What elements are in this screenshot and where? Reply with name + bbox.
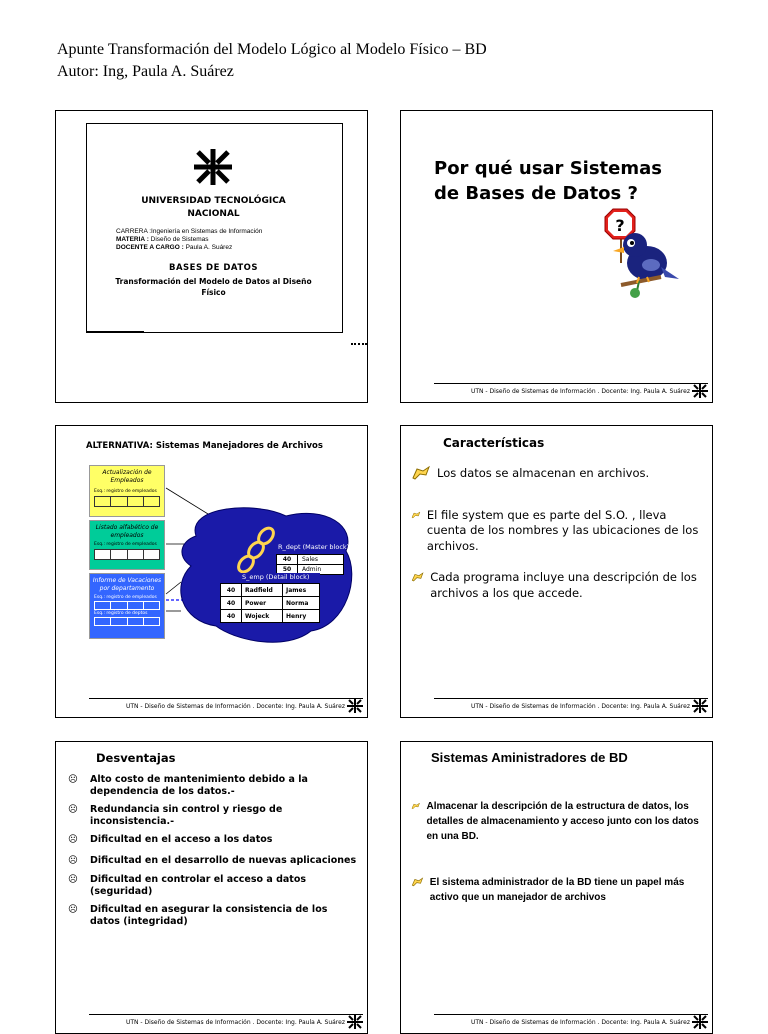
box-sub: Esq.: registro de empleados (94, 542, 157, 547)
bullet-list (411, 466, 709, 601)
table-cell: 50 (277, 565, 298, 575)
slide-6 (400, 741, 713, 1034)
table-cell: Sales (298, 555, 344, 565)
list-item (411, 508, 709, 555)
list-item (68, 855, 358, 867)
subtitle-line-1: Transformación del Modelo de Datos al Diseño (115, 277, 312, 286)
utn-logo-icon (192, 147, 234, 187)
table-cell: Norma (283, 597, 320, 610)
materia-label: MATERIA : (116, 236, 149, 243)
bullet-text: Dificultad en asegurar la consistencia de los datos (integridad) (90, 904, 328, 927)
bullet-text: Almacenar la descripción de la estructura de datos, los detalles de almacenamiento y acceso junto con los datos en una BD. (426, 801, 699, 842)
university-line-1: UNIVERSIDAD TECNOLÓGICA (141, 196, 286, 206)
list-item (411, 799, 707, 844)
list-item (411, 466, 709, 482)
slide-2 (400, 110, 713, 403)
table-cell: Wojeck (242, 610, 283, 623)
table-cell: 40 (277, 555, 298, 565)
topic-title: BASES DE DATOS (168, 263, 258, 273)
footer-text: UTN - Diseño de Sistemas de Información . Docente: Ing. Paula A. Suárez (125, 1019, 345, 1026)
sad-face-icon: ☹ (68, 904, 78, 915)
university-name (86, 195, 341, 221)
slide-1 (55, 110, 368, 403)
bullet-text: El file system que es parte del S.O. , lleva cuenta de los nombres y las ubicaciones de los archivos. (426, 507, 699, 553)
slide-footer (89, 698, 363, 713)
materia-value: Diseño de Sistemas (150, 236, 209, 243)
bullet-text: El sistema administrador de la BD tiene un papel más activo que un manejador de archivos (429, 877, 685, 903)
bullet-list (68, 774, 358, 928)
table-cell: 40 (221, 597, 242, 610)
title-line-2: de Bases de Datos ? (434, 183, 638, 204)
table-row (221, 584, 320, 597)
document-author: Autor: Ing, Paula A. Suárez (57, 63, 234, 80)
box-title: Actualización de Empleados (102, 469, 152, 484)
flag-bullet-icon (411, 466, 431, 480)
utn-logo-icon (347, 699, 363, 713)
sad-face-icon: ☹ (68, 774, 78, 785)
slide-title: Desventajas (96, 751, 176, 765)
docente-value: Paula A. Suárez (185, 244, 233, 251)
course-info (116, 228, 262, 252)
slide-footer (434, 698, 708, 713)
utn-logo-icon (692, 1015, 708, 1029)
bullet-list (411, 799, 707, 905)
flag-bullet-icon (411, 508, 421, 522)
bullet-text: Alto costo de mantenimiento debido a la dependencia de los datos.- (90, 774, 308, 797)
table-cell: 40 (221, 584, 242, 597)
carrera-label: CARRERA : (116, 228, 152, 235)
table-cell: Power (242, 597, 283, 610)
table-row (221, 610, 320, 623)
subtitle-line-2: Físico (201, 288, 226, 297)
flag-bullet-icon (411, 799, 420, 813)
slide-footer (434, 383, 708, 398)
document-title: Apunte Transformación del Modelo Lógico al Modelo Físico – BD (57, 41, 487, 58)
bullet-text: Dificultad en controlar el acceso a datos (seguridad) (90, 874, 307, 897)
table-cell: 40 (221, 610, 242, 623)
box-sub-1: Esq.: registro de empleados (94, 595, 157, 600)
dept-table (276, 554, 344, 575)
list-item (68, 774, 358, 798)
table-cell: Radfield (242, 584, 283, 597)
footer-text: UTN - Diseño de Sistemas de Información . Docente: Ing. Paula A. Suárez (470, 703, 690, 710)
title-line-1: Por qué usar Sistemas (434, 158, 662, 179)
box-sub-2: Esq.: registro de deptos (94, 611, 148, 616)
bullet-text: Dificultad en el acceso a los datos (90, 834, 273, 845)
list-item (68, 804, 358, 828)
sad-face-icon: ☹ (68, 874, 78, 885)
box-sub: Esq.: registro de empleados (94, 489, 157, 494)
list-item (68, 874, 358, 898)
thinking-bird-icon (599, 207, 681, 299)
sad-face-icon: ☹ (68, 834, 78, 845)
table-cell: James (283, 584, 320, 597)
university-line-2: NACIONAL (187, 209, 240, 219)
flag-bullet-icon (411, 570, 424, 584)
bullet-text: Cada programa incluye una descripción de los archivos a los que accede. (430, 570, 697, 600)
sad-face-icon: ☹ (68, 855, 78, 866)
table-cell: Admin (298, 565, 344, 575)
flag-bullet-icon (411, 875, 424, 889)
list-item (411, 875, 707, 905)
footer-text: UTN - Diseño de Sistemas de Información . Docente: Ing. Paula A. Suárez (470, 388, 690, 395)
slide-5 (55, 741, 368, 1034)
box-title: Listado alfabético de empleados (95, 524, 159, 539)
slide-title: Sistemas Aministradores de BD (431, 750, 628, 765)
slide-title (434, 156, 662, 206)
footer-text: UTN - Diseño de Sistemas de Información . Docente: Ing. Paula A. Suárez (470, 1019, 690, 1026)
slide-title: ALTERNATIVA: Sistemas Manejadores de Archivos (86, 441, 323, 451)
bullet-text: Los datos se almacenan en archivos. (437, 466, 650, 480)
sign-question-mark: ? (615, 216, 625, 235)
box-title: Informe de Vacaciones por departamento (92, 577, 162, 592)
carrera-value: Ingeniería en Sistemas de Información (151, 228, 263, 235)
slide-footer (434, 1014, 708, 1029)
topic-subtitle (86, 276, 341, 298)
sad-face-icon: ☹ (68, 804, 78, 815)
docente-label: DOCENTE A CARGO : (116, 244, 184, 251)
slide-3 (55, 425, 368, 718)
table-row (277, 555, 344, 565)
table-row (221, 597, 320, 610)
utn-logo-icon (692, 384, 708, 398)
emp-table-label: S_emp (Detail block) (240, 573, 320, 581)
list-item (68, 834, 358, 846)
utn-logo-icon (692, 699, 708, 713)
table-cell: Henry (283, 610, 320, 623)
footer-text: UTN - Diseño de Sistemas de Información . Docente: Ing. Paula A. Suárez (125, 703, 345, 710)
divider (86, 331, 144, 332)
bullet-text: Redundancia sin control y riesgo de inconsistencia.- (90, 804, 283, 827)
emp-table (220, 583, 320, 623)
divider-dots (351, 343, 367, 345)
slide-footer (89, 1014, 363, 1029)
slide-4 (400, 425, 713, 718)
chain-link-icon (236, 526, 276, 576)
slide-title: Características (443, 436, 545, 450)
list-item (68, 904, 358, 928)
utn-logo-icon (347, 1015, 363, 1029)
dept-table-label: R_dept (Master block) (278, 543, 350, 551)
list-item (411, 570, 709, 601)
bullet-text: Dificultad en el desarrollo de nuevas aplicaciones (90, 855, 357, 866)
